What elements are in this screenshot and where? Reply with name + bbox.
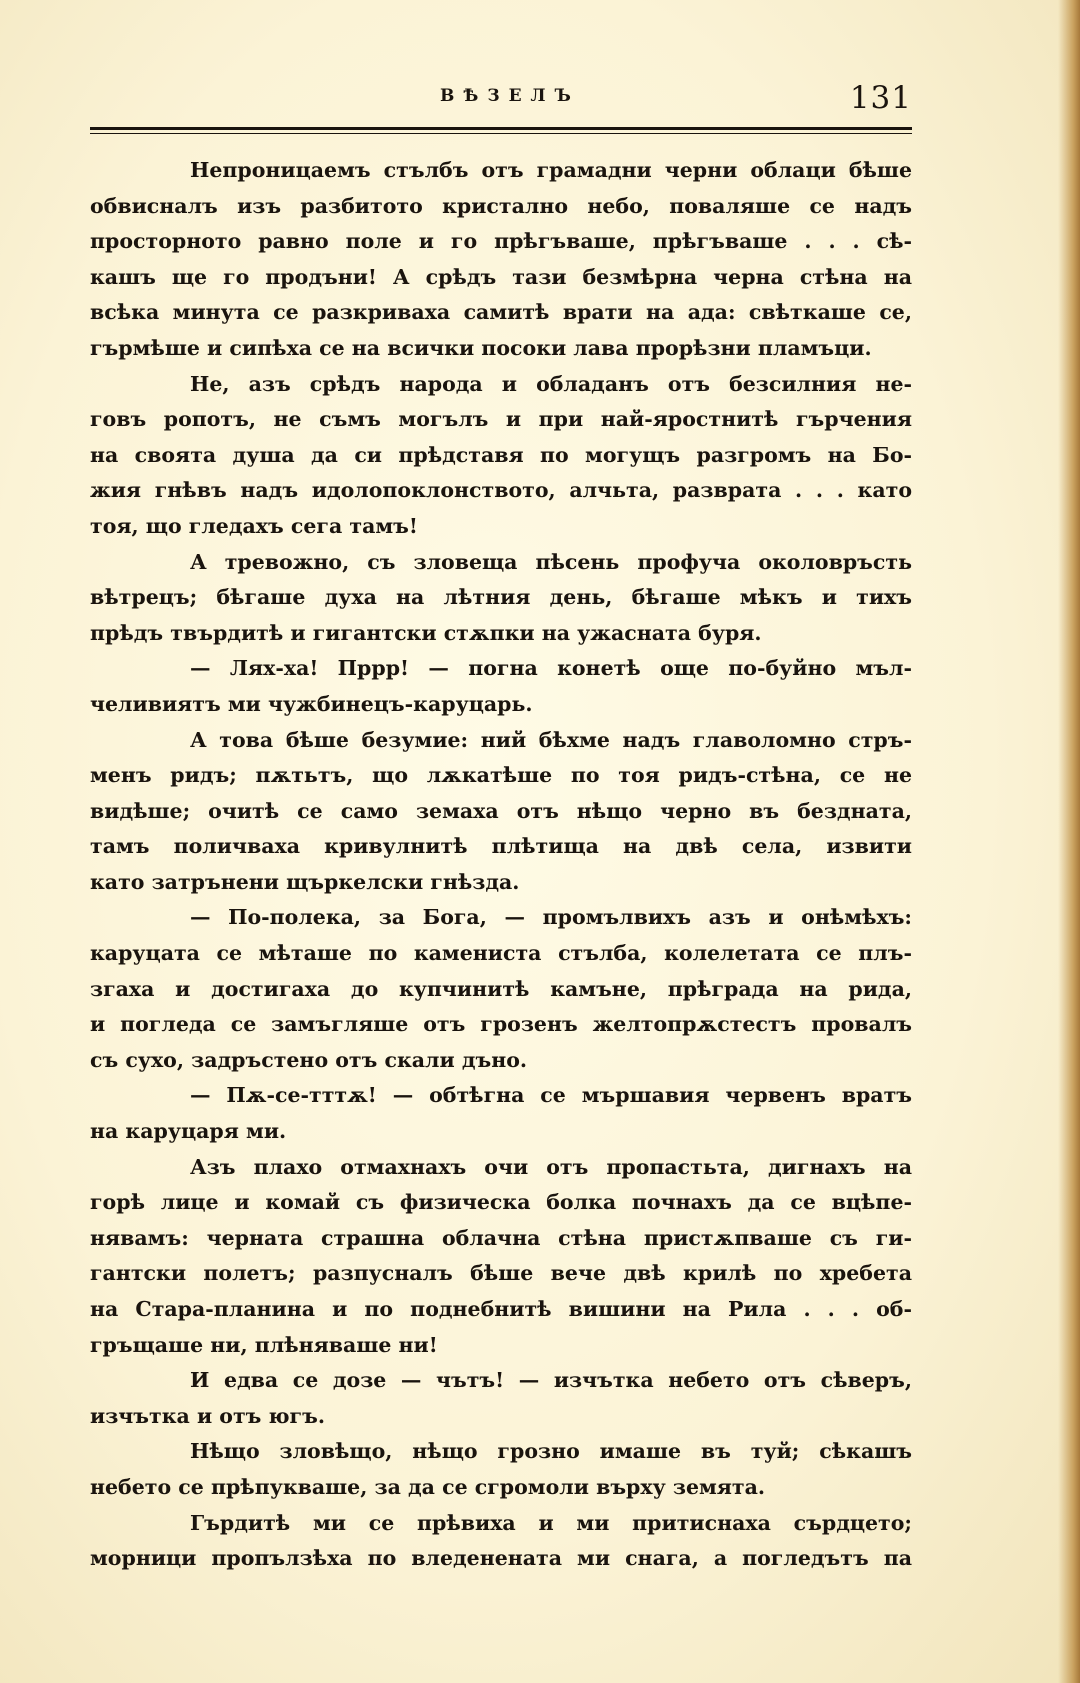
text-line: на каруцаря ми. bbox=[90, 1119, 287, 1144]
text-line: гръщаше ни, плѣняваше ни! bbox=[90, 1332, 438, 1357]
text-line: на Стара-планина и по поднебнитѣ вишини на Рила . . . об- bbox=[90, 1297, 912, 1321]
text-line: видѣше; очитѣ се само земаха отъ нѣщо черно въ бездната, bbox=[90, 798, 912, 823]
text-line: говъ ропотъ, не съмъ могълъ и при най-яростнитѣ гърчения bbox=[90, 407, 912, 432]
text-line: И едва се дозе — чътъ! — изчътка небето отъ сѣверъ, bbox=[190, 1368, 912, 1393]
text-line: Непроницаемъ стълбъ отъ грамадни черни облаци бѣше bbox=[190, 158, 912, 182]
text-line: просторното равно поле и го прѣгъваше, прѣгъваше . . . сѣ- bbox=[90, 229, 912, 254]
text-line: челивиятъ ми чужбинецъ-каруцарь. bbox=[90, 691, 533, 716]
body-text bbox=[90, 153, 912, 1673]
text-line: обвиснaлъ изъ разбитото кристално небо, поваляше се надъ bbox=[90, 193, 912, 218]
text-line: всѣка минута се разкриваха самитѣ врати на ада: свѣткаше се, bbox=[90, 300, 912, 325]
text-line: А тревожно, съ зловеща пѣсень профуча околовръсть bbox=[190, 549, 912, 574]
text-line: изчътка и отъ югъ. bbox=[90, 1403, 325, 1428]
page-number: 131 bbox=[849, 80, 912, 116]
page-header bbox=[90, 76, 912, 132]
text-line: — Лях-ха! Пррр! — погна конетѣ още по-буйно мъл- bbox=[190, 656, 912, 681]
text-line: вѣтрецъ; бѣгаше духа на лѣтния день, бѣгаше мѣкъ и тихъ bbox=[90, 585, 912, 610]
text-line: като затрънени щъркелски гнѣзда. bbox=[90, 869, 520, 894]
text-line: Нѣщо зловѣщо, нѣщо грозно имаше въ туй; сѣкашъ bbox=[190, 1439, 912, 1464]
text-line: морници пропълзѣха по вледенената ми снага, а погледътъ па bbox=[90, 1546, 912, 1571]
header-rule-thin bbox=[90, 133, 912, 134]
text-line: згаха и достигаха до купчинитѣ камъне, прѣграда на рида, bbox=[90, 976, 912, 1001]
text-line: А това бѣше безумие: ний бѣхме надъ главоломно стръ- bbox=[190, 727, 912, 752]
text-line: менъ ридъ; пѫтьтъ, що лѫкатѣше по тоя ридъ-стѣна, се не bbox=[90, 763, 912, 788]
text-line: каруцата се мѣташе по камениста стълба, колелетата се плъ- bbox=[90, 941, 912, 966]
text-line: тоя, що гледахъ сега тамъ! bbox=[90, 513, 418, 538]
text-line: гантски полетъ; разпусналъ бѣше вече двѣ крилѣ по хребета bbox=[90, 1261, 912, 1286]
text-line: на своята душа да си прѣдставя по могущъ разгромъ на Бо- bbox=[90, 442, 912, 467]
text-line: прѣдъ твърдитѣ и гигантски стѫпки на ужасната буря. bbox=[90, 620, 762, 645]
text-line: нявамъ: черната страшна облачна стѣна пристѫпваше съ ги- bbox=[90, 1225, 912, 1250]
text-line: жия гнѣвъ надъ идолопоклонството, алчьта, разврата . . . като bbox=[90, 478, 912, 503]
text-line: тамъ поличваха кривулнитѣ плѣтища на двѣ села, извити bbox=[90, 834, 912, 859]
page-edge-shadow bbox=[1058, 0, 1080, 1683]
text-line: кашъ ще го продъни! А срѣдъ тази безмѣрна черна стѣна на bbox=[90, 264, 912, 289]
text-line: — По-полека, за Бога, — промълвихъ азъ и онѣмѣхъ: bbox=[190, 905, 912, 930]
text-line: Азъ плахо отмахнахъ очи отъ пропастьта, дигнахъ на bbox=[190, 1154, 912, 1179]
text-line: горѣ лице и комай съ физическа болка почнахъ да се вцѣпе- bbox=[90, 1190, 912, 1215]
header-rule-thick bbox=[90, 127, 912, 130]
text-line: съ сухо, задръстено отъ скали дъно. bbox=[90, 1047, 528, 1072]
text-line: — Пѫ-се-тттѫ! — обтѣгна се мършавия червенъ вратъ bbox=[190, 1083, 912, 1108]
text-line: Гърдитѣ ми се прѣвиха и ми притиснаха сърдцето; bbox=[190, 1510, 912, 1535]
text-line: гърмѣше и сипѣха се на всички посоки лава прорѣзни пламъци. bbox=[90, 335, 872, 360]
text-line: Не, азъ срѣдъ народа и обладанъ отъ безсилния не- bbox=[190, 371, 912, 396]
text-line: и погледа се замъгляше отъ грозенъ желтопрѫстестъ провалъ bbox=[90, 1012, 912, 1037]
running-title: ВѢЗЕЛЪ bbox=[440, 86, 580, 106]
text-line: небето се прѣпукваше, за да се сгромоли върху земята. bbox=[90, 1474, 766, 1499]
